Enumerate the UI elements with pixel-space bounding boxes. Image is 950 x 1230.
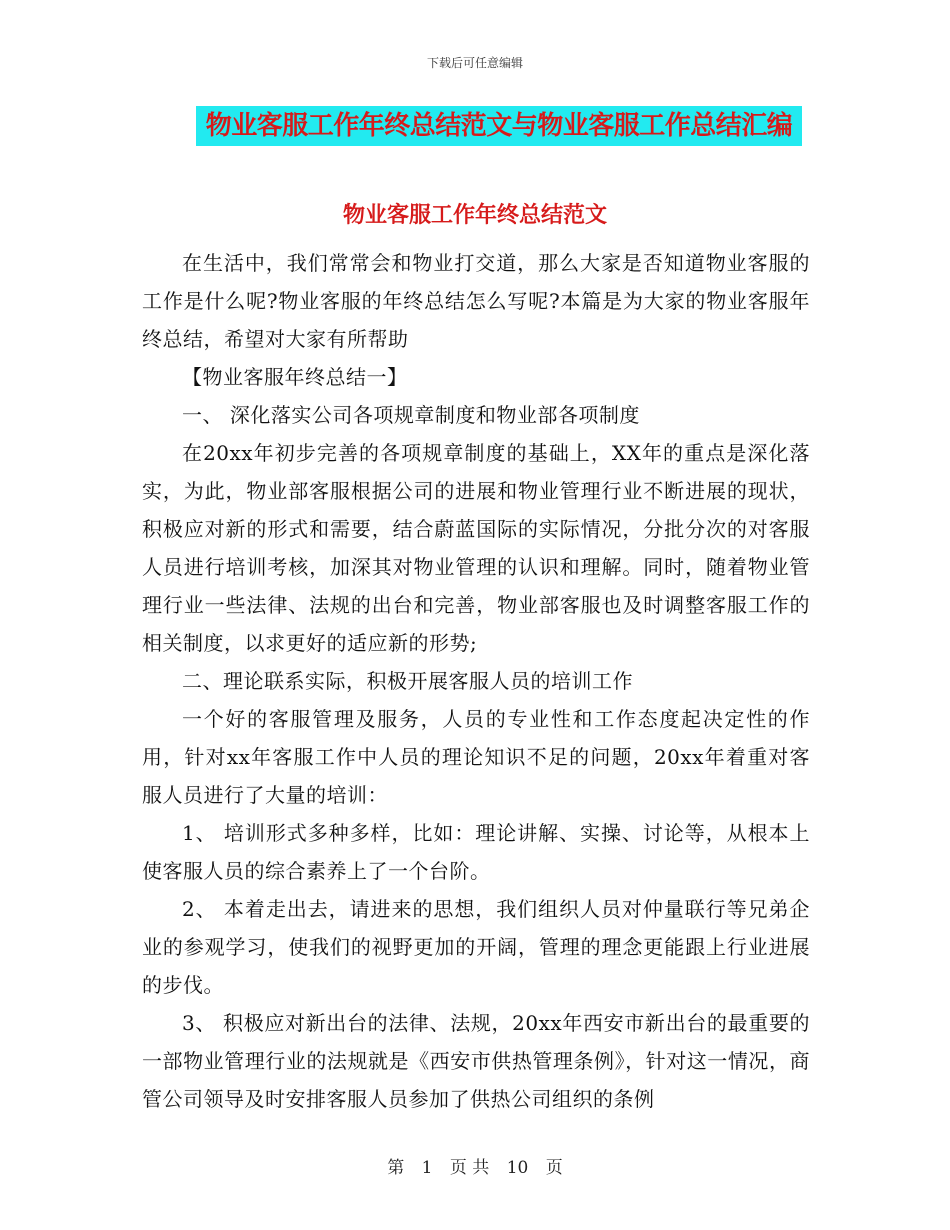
document-main-title: 物业客服工作年终总结范文与物业客服工作总结汇编: [196, 106, 802, 146]
intro-paragraph: 在生活中，我们常常会和物业打交道，那么大家是否知道物业客服的工作是什么呢?物业客服的年终总结怎么写呢?本篇是为大家的物业客服年终总结，希望对大家有所帮助: [142, 251, 810, 351]
document-body: [142, 244, 810, 1118]
list-item-2: 2、 本着走出去，请进来的思想，我们组织人员对仲量联行等兄弟企业的参观学习，使我们的视野更加的开阔，管理的理念更能跟上行业进展的步伐。: [142, 897, 810, 997]
list-item-1: 1、 培训形式多种多样，比如：理论讲解、实操、讨论等，从根本上使客服人员的综合素养上了一个台阶。: [142, 821, 810, 883]
footer-mid: 页 共: [449, 1158, 490, 1178]
page-footer: [0, 1153, 950, 1178]
header-note: 下载后可任意编辑: [426, 56, 523, 70]
page-number: 1: [421, 1158, 433, 1178]
body-paragraph: 一个好的客服管理及服务，人员的专业性和工作态度起决定性的作用，针对xx年客服工作中人员的理论知识不足的问题，20xx年着重对客服人员进行了大量的培训：: [142, 707, 810, 807]
section-title: 物业客服工作年终总结范文: [342, 203, 607, 228]
section-heading-1: 一、 深化落实公司各项规章制度和物业部各项制度: [182, 403, 640, 427]
section-heading-2: 二、理论联系实际，积极开展客服人员的培训工作: [182, 669, 633, 693]
footer-prefix: 第: [387, 1158, 405, 1178]
summary-heading: 【物业客服年终总结一】: [182, 365, 408, 389]
list-item-3: 3、 积极应对新出台的法律、法规，20xx年西安市新出台的最重要的一部物业管理行业的法规就是《西安市供热管理条例》，针对这一情况，商管公司领导及时安排客服人员参加了供热公司组织的条例: [142, 1011, 810, 1111]
footer-suffix: 页: [545, 1158, 563, 1178]
body-paragraph: 在20xx年初步完善的各项规章制度的基础上，XX年的重点是深化落实，为此，物业部客服根据公司的进展和物业管理行业不断进展的现状，积极应对新的形式和需要，结合蔚蓝国际的实际情况，分批分次的对客服人员进行培训考核，加深其对物业管理的认识和理解。同时，随着物业管理行业一些法律、法规的出台和完善，物业部客服也及时调整客服工作的相关制度，以求更好的适应新的形势;: [142, 441, 810, 655]
total-pages: 10: [506, 1158, 529, 1178]
